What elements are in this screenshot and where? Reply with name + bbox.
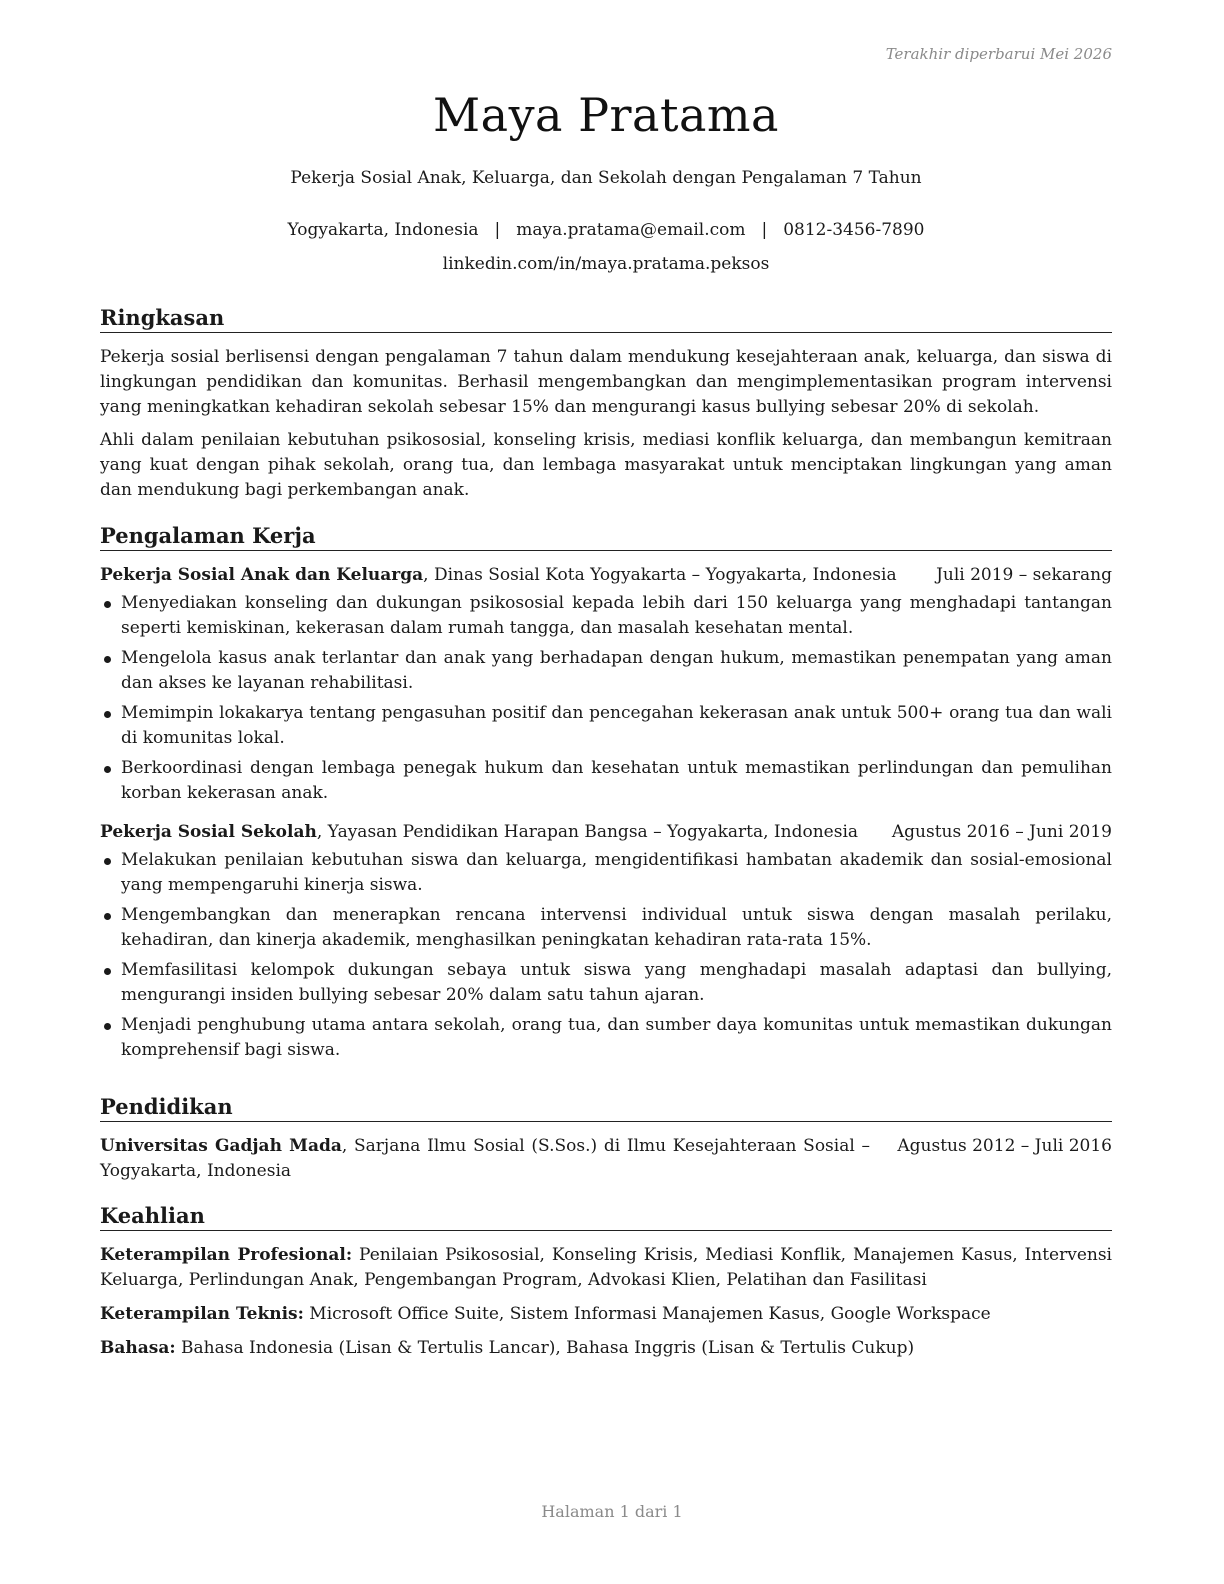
headline: Pekerja Sosial Anak, Keluarga, dan Sekolah dengan Pengalaman 7 Tahun	[290, 168, 922, 188]
job-org: , Yayasan Pendidikan Harapan Bangsa – Yogyakarta, Indonesia	[316, 822, 859, 842]
job-bullet: Memimpin lokakarya tentang pengasuhan positif dan pencegahan kekerasan anak untuk 500+ orang tua dan wali di komunitas lokal.	[100, 701, 1112, 751]
candidate-name: Maya Pratama	[433, 88, 779, 142]
job-bullet: Menyediakan konseling dan dukungan psikososial kepada lebih dari 150 keluarga yang menghadapi tantangan seperti kemiskinan, kekerasan dalam rumah tangga, dan masalah kesehatan mental.	[100, 591, 1112, 641]
summary-paragraph: Ahli dalam penilaian kebutuhan psikososial, konseling krisis, mediasi konflik keluarga, dan membangun kemitraan yang kuat dengan pihak sekolah, orang tua, dan lembaga masyarakat untuk menciptakan lingkungan yang aman dan mendukung bagi perkembangan anak.	[100, 430, 1112, 500]
job-bullet: Berkoordinasi dengan lembaga penegak hukum dan kesehatan untuk memastikan perlindungan dan pemulihan korban kekerasan anak.	[100, 756, 1112, 806]
job-bullet: Memfasilitasi kelompok dukungan sebaya untuk siswa yang menghadapi masalah adaptasi dan bullying, mengurangi insiden bullying sebesar 20% dalam satu tahun ajaran.	[100, 958, 1112, 1008]
skills-section	[100, 1203, 1112, 1370]
job-bullet: Menjadi penghubung utama antara sekolah, orang tua, dan sumber daya komunitas untuk memastikan dukungan komprehensif bagi siswa.	[100, 1013, 1112, 1063]
contact-linkedin[interactable]: linkedin.com/in/maya.pratama.peksos	[442, 254, 770, 274]
job-bullet-list	[100, 848, 1112, 1063]
contact-phone: 0812-3456-7890	[783, 220, 925, 240]
section-title-experience: Pengalaman Kerja	[100, 523, 1112, 551]
skill-label: Keterampilan Teknis:	[100, 1304, 304, 1324]
summary-paragraph: Pekerja sosial berlisensi dengan pengalaman 7 tahun dalam mendukung kesejahteraan anak, keluarga, dan siswa di lingkungan pendidikan dan komunitas. Berhasil mengembangkan dan mengimplementasikan program intervensi yang meningkatkan kehadiran sekolah sebesar 15% dan mengurangi kasus bullying sebesar 20% di sekolah.	[100, 347, 1112, 417]
job-role: Pekerja Sosial Sekolah	[100, 822, 317, 842]
summary-section	[100, 305, 1112, 511]
page-number-footer: Halaman 1 dari 1	[541, 1502, 683, 1521]
job-entry	[100, 563, 1112, 806]
contact-location: Yogyakarta, Indonesia	[287, 220, 479, 240]
job-role-org	[100, 563, 897, 588]
contact-email[interactable]: maya.pratama@email.com	[516, 220, 746, 240]
job-header	[100, 820, 1112, 845]
contact-line	[100, 220, 1112, 240]
skill-value: Microsoft Office Suite, Sistem Informasi Manajemen Kasus, Google Workspace	[303, 1304, 991, 1324]
job-org: , Dinas Sosial Kota Yogyakarta – Yogyakarta, Indonesia	[423, 565, 897, 585]
skill-value: Penilaian Psikososial, Konseling Krisis, Mediasi Konflik, Manajemen Kasus, Intervensi Keluarga, Perlindungan Anak, Pengembangan Program, Advokasi Klien, Pelatihan dan Fasilitasi	[100, 1245, 1112, 1290]
education-detail	[100, 1134, 870, 1184]
job-bullet: Mengembangkan dan menerapkan rencana intervensi individual untuk siswa dengan masalah perilaku, kehadiran, dan kinerja akademik, menghasilkan peningkatan kehadiran rata-rata 15%.	[100, 903, 1112, 953]
education-degree: , Sarjana Ilmu Sosial (S.Sos.) di Ilmu Kesejahteraan Sosial – Yogyakarta, Indonesia	[100, 1136, 871, 1181]
education-entry	[100, 1134, 1112, 1184]
skill-row	[100, 1243, 1112, 1293]
experience-section	[100, 523, 1112, 1068]
job-role: Pekerja Sosial Anak dan Keluarga	[100, 565, 424, 585]
skill-value: Bahasa Indonesia (Lisan & Tertulis Lancar), Bahasa Inggris (Lisan & Tertulis Cukup)	[175, 1338, 915, 1358]
job-bullet-list	[100, 591, 1112, 806]
job-bullet: Mengelola kasus anak terlantar dan anak yang berhadapan dengan hukum, memastikan penempatan yang aman dan akses ke layanan rehabilitasi.	[100, 646, 1112, 696]
contact-separator: |	[494, 220, 501, 240]
education-section	[100, 1094, 1112, 1184]
skill-row	[100, 1336, 1112, 1361]
job-dates: Juli 2019 – sekarang	[936, 565, 1112, 585]
job-entry	[100, 820, 1112, 1063]
education-dates: Agustus 2012 – Juli 2016	[897, 1136, 1112, 1156]
job-dates: Agustus 2016 – Juni 2019	[891, 822, 1112, 842]
job-bullet: Melakukan penilaian kebutuhan siswa dan keluarga, mengidentifikasi hambatan akademik dan sosial-emosional yang mempengaruhi kinerja siswa.	[100, 848, 1112, 898]
section-title-education: Pendidikan	[100, 1094, 1112, 1122]
job-role-org	[100, 820, 858, 845]
skill-row	[100, 1302, 1112, 1327]
section-title-skills: Keahlian	[100, 1203, 1112, 1231]
skill-label: Keterampilan Profesional:	[100, 1245, 353, 1265]
education-school: Universitas Gadjah Mada	[100, 1136, 342, 1156]
section-title-summary: Ringkasan	[100, 305, 1112, 333]
contact-separator: |	[761, 220, 768, 240]
last-updated-note: Terakhir diperbarui Mei 2026	[885, 45, 1112, 63]
skill-label: Bahasa:	[100, 1338, 176, 1358]
job-header	[100, 563, 1112, 588]
